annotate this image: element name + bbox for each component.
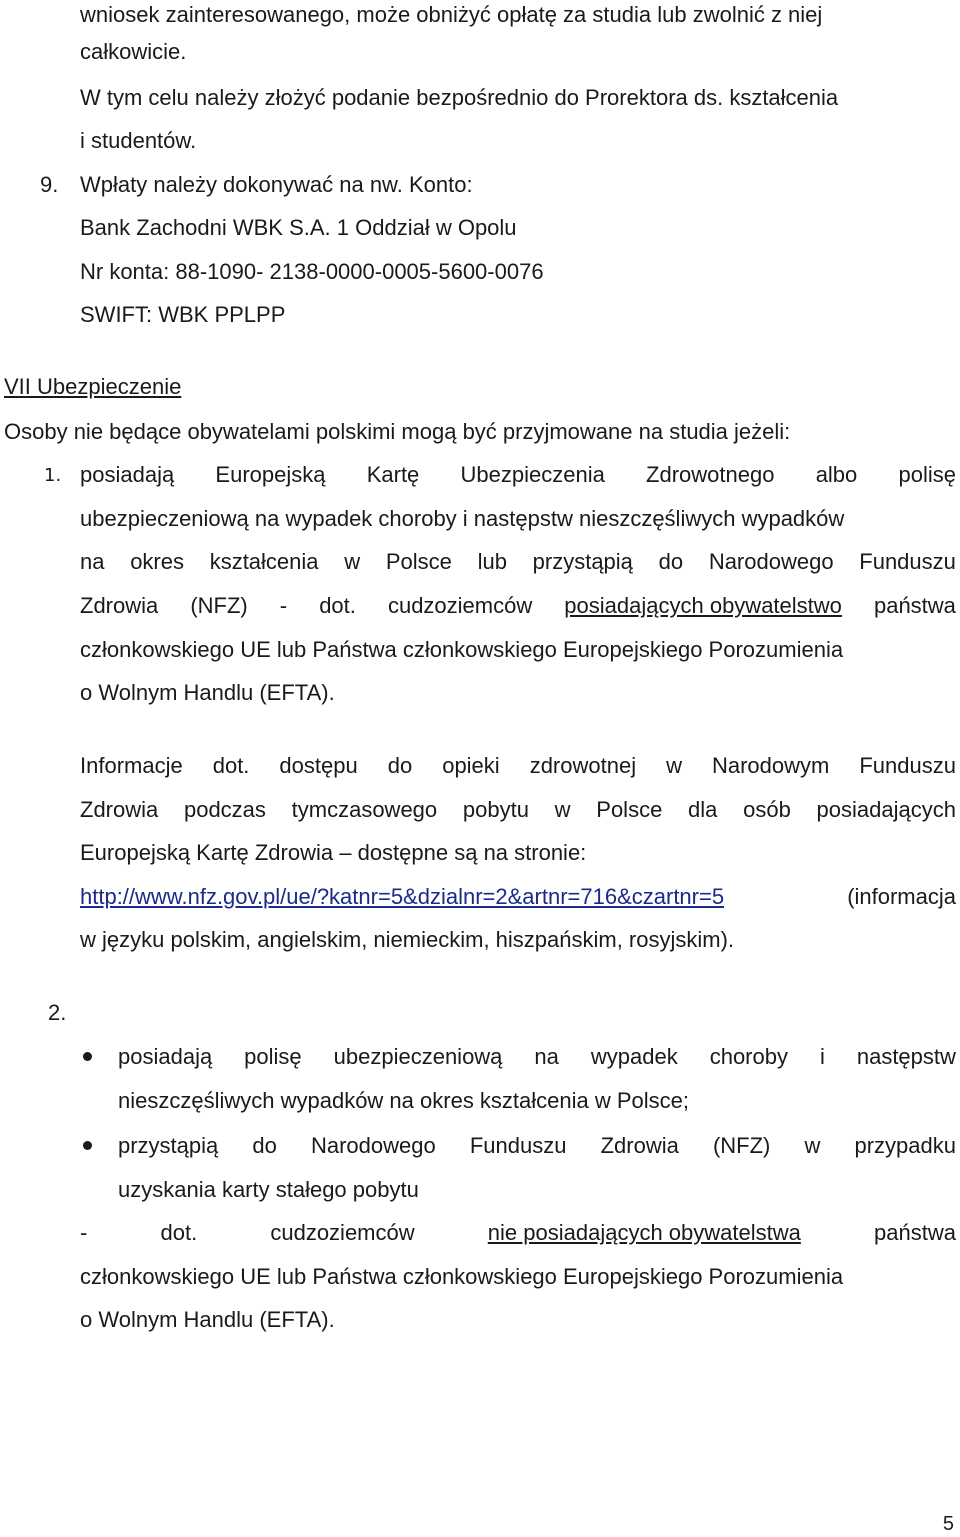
account-number: Nr konta: 88-1090- 2138-0000-0005-5600-0076 bbox=[80, 259, 544, 284]
item-1-line-4: Zdrowia (NFZ) - dot. cudzoziemców posiadających obywatelstwo państwa bbox=[80, 591, 956, 621]
info-line-4: http://www.nfz.gov.pl/ue/?katnr=5&dzialnr=2&artnr=716&czartnr=5 (informacja bbox=[80, 882, 956, 912]
item-2-number: 2. bbox=[48, 1000, 67, 1025]
intro-line-2: całkowicie. bbox=[80, 39, 187, 64]
intro-line-1: wniosek zainteresowanego, może obniżyć opłatę za studia lub zwolnić z niej bbox=[80, 2, 823, 27]
item-1-line-2: ubezpieczeniową na wypadek choroby i następstw nieszczęśliwych wypadków bbox=[80, 506, 845, 531]
bank-name: Bank Zachodni WBK S.A. 1 Oddział w Opolu bbox=[80, 215, 517, 240]
info-line-3: Europejską Kartę Zdrowia – dostępne są na stronie: bbox=[80, 840, 587, 865]
bullet-icon bbox=[83, 1141, 92, 1150]
info-line-1: Informacje dot. dostępu do opieki zdrowotnej w Narodowym Funduszu bbox=[80, 753, 956, 778]
bullet-1-line-2: nieszczęśliwych wypadków na okres kształcenia w Polsce; bbox=[118, 1088, 690, 1113]
nfz-link[interactable]: http://www.nfz.gov.pl/ue/?katnr=5&dzialnr=2&artnr=716&czartnr=5 bbox=[80, 884, 725, 909]
item-1-line-1: posiadają Europejską Kartę Ubezpieczenia Zdrowotnego albo polisę bbox=[80, 462, 956, 487]
item-1-line-5: członkowskiego UE lub Państwa członkowskiego Europejskiego Porozumienia bbox=[80, 637, 844, 662]
note-line-1: - dot. cudzoziemców nie posiadających obywatelstwa państwa bbox=[80, 1218, 956, 1248]
page-number: 5 bbox=[942, 1513, 954, 1535]
bullet-2-line-2: uzyskania karty stałego pobytu bbox=[118, 1177, 419, 1202]
payment-heading: Wpłaty należy dokonywać na nw. Konto: bbox=[80, 172, 473, 197]
bullet-1-line-1: posiadają polisę ubezpieczeniową na wypadek choroby i następstw bbox=[118, 1044, 956, 1069]
item-1-line-3: na okres kształcenia w Polsce lub przystąpią do Narodowego Funduszu bbox=[80, 549, 956, 574]
bullet-icon bbox=[83, 1052, 92, 1061]
note-line-2: członkowskiego UE lub Państwa członkowskiego Europejskiego Porozumienia bbox=[80, 1264, 844, 1289]
info-line-5: w języku polskim, angielskim, niemieckim, hiszpańskim, rosyjskim). bbox=[80, 927, 735, 952]
section-title: VII Ubezpieczenie bbox=[4, 374, 182, 399]
payment-number: 9. bbox=[40, 172, 59, 197]
item-1-line-6: o Wolnym Handlu (EFTA). bbox=[80, 680, 335, 705]
swift-code: SWIFT: WBK PPLPP bbox=[80, 302, 286, 327]
section-intro: Osoby nie będące obywatelami polskimi mogą być przyjmowane na studia jeżeli: bbox=[4, 419, 791, 444]
underlined-phrase: nie posiadających obywatelstwa bbox=[487, 1220, 801, 1245]
intro-line-4: i studentów. bbox=[80, 128, 197, 153]
intro-line-3: W tym celu należy złożyć podanie bezpośrednio do Prorektora ds. kształcenia bbox=[80, 85, 839, 110]
bullet-2-line-1: przystąpią do Narodowego Funduszu Zdrowia (NFZ) w przypadku bbox=[118, 1133, 956, 1158]
info-line-2: Zdrowia podczas tymczasowego pobytu w Polsce dla osób posiadających bbox=[80, 797, 956, 822]
item-1-number: 1. bbox=[44, 465, 62, 486]
underlined-phrase: posiadających obywatelstwo bbox=[564, 593, 842, 618]
note-line-3: o Wolnym Handlu (EFTA). bbox=[80, 1307, 335, 1332]
